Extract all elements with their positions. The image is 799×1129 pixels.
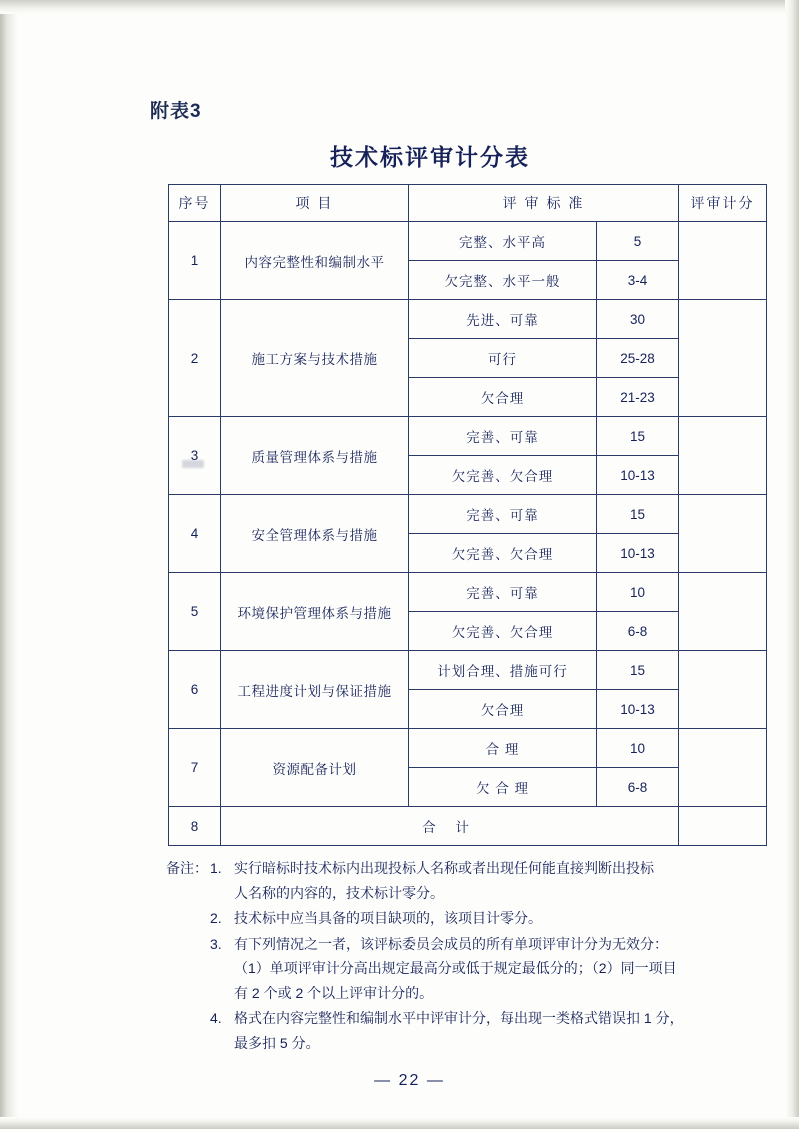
row-criteria: 欠合理 [409, 690, 597, 729]
row-result[interactable] [679, 300, 767, 417]
notes-label: 备注： [166, 860, 208, 876]
row-score: 30 [597, 300, 679, 339]
table-row [169, 222, 767, 261]
row-no: 4 [169, 495, 221, 573]
row-result[interactable] [679, 729, 767, 807]
scan-edge-top [0, 0, 799, 14]
row-result[interactable] [679, 222, 767, 300]
row-score: 15 [597, 495, 679, 534]
row-score: 15 [597, 651, 679, 690]
note-text [234, 906, 750, 931]
row-criteria: 欠完善、欠合理 [409, 612, 597, 651]
total-result[interactable] [679, 807, 767, 846]
row-item: 施工方案与技术措施 [221, 300, 409, 417]
row-score: 10-13 [597, 690, 679, 729]
note-number: 3. [210, 935, 222, 952]
notes-section [166, 856, 750, 1056]
scan-edge-right [785, 0, 799, 1129]
row-item: 内容完整性和编制水平 [221, 222, 409, 300]
row-score: 6-8 [597, 768, 679, 807]
list-item [210, 1006, 750, 1055]
row-criteria: 可行 [409, 339, 597, 378]
row-no: 7 [169, 729, 221, 807]
notes-row [166, 856, 750, 1056]
table-header [169, 185, 767, 222]
row-result[interactable] [679, 417, 767, 495]
header-no: 序号 [169, 185, 221, 222]
table-row [169, 573, 767, 612]
row-criteria: 完善、可靠 [409, 495, 597, 534]
page-title: 技术标评审计分表 [330, 144, 530, 170]
scan-smudge [182, 460, 204, 468]
row-criteria: 计划合理、措施可行 [409, 651, 597, 690]
note-text [234, 932, 750, 1006]
row-criteria: 先进、可靠 [409, 300, 597, 339]
row-criteria: 欠完整、水平一般 [409, 261, 597, 300]
note-line: 最多扣 5 分。 [234, 1034, 320, 1051]
note-line: 有 2 个或 2 个以上评审计分的。 [234, 984, 434, 1001]
note-line: 格式在内容完整性和编制水平中评审计分，每出现一类格式错误扣 1 分， [234, 1010, 684, 1026]
table-row [169, 495, 767, 534]
note-line: 技术标中应当具备的项目缺项的，该项目计零分。 [234, 910, 542, 926]
score-table [168, 184, 767, 846]
note-line: 有下列情况之一者，该评标委员会成员的所有单项评审计分为无效分： [234, 935, 668, 952]
list-item [210, 856, 750, 905]
row-no: 1 [169, 222, 221, 300]
row-criteria: 完善、可靠 [409, 417, 597, 456]
row-score: 21-23 [597, 378, 679, 417]
notes-list [210, 856, 750, 1056]
total-no: 8 [169, 807, 221, 846]
header-result: 评审计分 [679, 185, 767, 222]
note-text [234, 856, 750, 905]
note-line: 实行暗标时技术标内出现投标人名称或者出现任何能直接判断出投标 [234, 860, 654, 876]
row-score: 10-13 [597, 534, 679, 573]
table-row [169, 651, 767, 690]
row-result[interactable] [679, 495, 767, 573]
document-content [150, 96, 755, 1056]
row-score: 10-13 [597, 456, 679, 495]
header-item: 项 目 [221, 185, 409, 222]
note-line: （1）单项评审计分高出规定最高分或低于规定最低分的；（2）同一项目 [234, 960, 677, 976]
table-header-row [169, 185, 767, 222]
row-score: 3-4 [597, 261, 679, 300]
note-line: 人名称的内容的，技术标计零分。 [234, 884, 444, 901]
header-criteria: 评 审 标 准 [409, 185, 679, 222]
table-row [169, 417, 767, 456]
row-criteria: 完善、可靠 [409, 573, 597, 612]
row-result[interactable] [679, 651, 767, 729]
row-item: 安全管理体系与措施 [221, 495, 409, 573]
total-label: 合 计 [221, 807, 679, 846]
row-no: 5 [169, 573, 221, 651]
table-total-row [169, 807, 767, 846]
row-item: 质量管理体系与措施 [221, 417, 409, 495]
row-result[interactable] [679, 573, 767, 651]
scan-edge-left [0, 0, 18, 1129]
note-text [234, 1006, 750, 1055]
row-score: 10 [597, 573, 679, 612]
row-criteria: 欠完善、欠合理 [409, 456, 597, 495]
row-item: 环境保护管理体系与措施 [221, 573, 409, 651]
note-number: 2. [210, 910, 222, 926]
page-number: — 22 — [374, 1072, 445, 1089]
row-score: 5 [597, 222, 679, 261]
row-no: 3 [169, 417, 221, 495]
attachment-label: 附表3 [150, 101, 202, 122]
row-criteria: 合 理 [409, 729, 597, 768]
row-score: 25-28 [597, 339, 679, 378]
note-number: 1. [210, 860, 222, 876]
table-row [169, 729, 767, 768]
scan-edge-bottom [0, 1117, 799, 1129]
row-criteria: 欠完善、欠合理 [409, 534, 597, 573]
row-criteria: 完整、水平高 [409, 222, 597, 261]
list-item [210, 906, 750, 931]
row-item: 资源配备计划 [221, 729, 409, 807]
table-body [169, 222, 767, 846]
list-item [210, 932, 750, 1006]
row-no: 6 [169, 651, 221, 729]
row-score: 10 [597, 729, 679, 768]
row-score: 6-8 [597, 612, 679, 651]
row-score: 15 [597, 417, 679, 456]
note-number: 4. [210, 1010, 222, 1026]
row-criteria: 欠合理 [409, 378, 597, 417]
row-no: 2 [169, 300, 221, 417]
row-item: 工程进度计划与保证措施 [221, 651, 409, 729]
table-row [169, 300, 767, 339]
row-criteria: 欠 合 理 [409, 768, 597, 807]
